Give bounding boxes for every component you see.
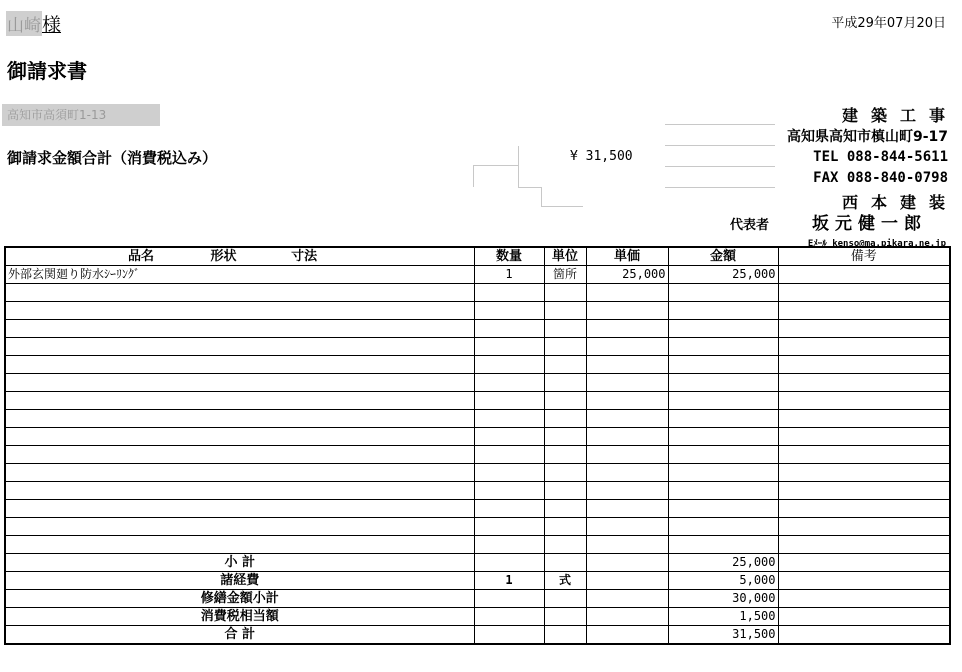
- table-row-empty: [5, 338, 950, 356]
- table-row-empty: [5, 500, 950, 518]
- seal-line: [665, 124, 775, 125]
- empty-cell: [474, 536, 544, 554]
- empty-cell: [778, 392, 950, 410]
- seal-line: [665, 187, 775, 188]
- seal-line: [473, 165, 474, 187]
- document-title: 御請求書: [7, 59, 87, 83]
- empty-cell: [668, 464, 778, 482]
- empty-cell: [474, 500, 544, 518]
- representative-name: 坂元健一郎: [812, 214, 927, 234]
- empty-cell: [474, 338, 544, 356]
- summary-amount: 30,000: [668, 590, 778, 608]
- empty-cell: [668, 500, 778, 518]
- empty-cell: [778, 374, 950, 392]
- empty-cell: [778, 320, 950, 338]
- summary-unit: 式: [544, 572, 586, 590]
- empty-cell: [5, 320, 474, 338]
- empty-cell: [474, 284, 544, 302]
- client-honorific: 様: [42, 14, 62, 36]
- empty-cell: [544, 536, 586, 554]
- summary-unit: [544, 626, 586, 645]
- empty-cell: [586, 518, 668, 536]
- summary-unit: [544, 554, 586, 572]
- empty-cell: [778, 338, 950, 356]
- empty-cell: [5, 500, 474, 518]
- table-row: [5, 266, 950, 284]
- empty-cell: [544, 410, 586, 428]
- company-fax: FAX 088-840-0798: [813, 170, 948, 186]
- cell-qty: 1: [474, 266, 544, 284]
- empty-cell: [586, 356, 668, 374]
- summary-label: 小 計: [5, 554, 474, 572]
- company-name-line2: 西本建装: [841, 193, 958, 212]
- empty-cell: [544, 338, 586, 356]
- summary-amount: 31,500: [668, 626, 778, 645]
- empty-cell: [5, 464, 474, 482]
- summary-label: 修繕金額小計: [5, 590, 474, 608]
- empty-cell: [5, 482, 474, 500]
- empty-cell: [544, 500, 586, 518]
- empty-cell: [5, 536, 474, 554]
- cell-unit: 箇所: [544, 266, 586, 284]
- empty-cell: [668, 518, 778, 536]
- empty-cell: [586, 392, 668, 410]
- empty-cell: [586, 374, 668, 392]
- seal-line: [518, 146, 519, 188]
- table-row-empty: [5, 302, 950, 320]
- seal-line: [541, 187, 542, 207]
- empty-cell: [668, 338, 778, 356]
- table-row-empty: [5, 392, 950, 410]
- seal-line: [541, 206, 583, 207]
- summary-amount: 25,000: [668, 554, 778, 572]
- empty-cell: [474, 482, 544, 500]
- summary-unit: [544, 590, 586, 608]
- header-item: [5, 247, 474, 266]
- summary-qty: 1: [474, 572, 544, 590]
- summary-note: [778, 608, 950, 626]
- empty-cell: [668, 356, 778, 374]
- table-header-row: [5, 247, 950, 266]
- empty-cell: [544, 302, 586, 320]
- empty-cell: [668, 428, 778, 446]
- summary-qty: [474, 626, 544, 645]
- empty-cell: [544, 482, 586, 500]
- empty-cell: [5, 518, 474, 536]
- summary-row-repair-subtotal: [5, 590, 950, 608]
- empty-cell: [474, 464, 544, 482]
- empty-cell: [668, 284, 778, 302]
- empty-cell: [778, 464, 950, 482]
- empty-cell: [668, 410, 778, 428]
- summary-label: 消費税相当額: [5, 608, 474, 626]
- empty-cell: [778, 518, 950, 536]
- empty-cell: [544, 464, 586, 482]
- summary-note: [778, 590, 950, 608]
- empty-cell: [778, 356, 950, 374]
- invoice-date: 平成29年07月20日: [831, 16, 946, 31]
- summary-qty: [474, 554, 544, 572]
- empty-cell: [586, 464, 668, 482]
- empty-cell: [778, 428, 950, 446]
- summary-row-tax: [5, 608, 950, 626]
- cell-amount: 25,000: [668, 266, 778, 284]
- summary-qty: [474, 608, 544, 626]
- table-row-empty: [5, 446, 950, 464]
- table-row-empty: [5, 356, 950, 374]
- summary-qty: [474, 590, 544, 608]
- empty-cell: [544, 320, 586, 338]
- table-row-empty: [5, 536, 950, 554]
- summary-amount: 5,000: [668, 572, 778, 590]
- empty-cell: [668, 392, 778, 410]
- empty-cell: [474, 302, 544, 320]
- empty-cell: [586, 284, 668, 302]
- seal-line: [473, 165, 519, 166]
- company-tel: TEL 088-844-5611: [813, 149, 948, 165]
- empty-cell: [474, 410, 544, 428]
- empty-cell: [474, 428, 544, 446]
- total-amount: ¥ 31,500: [570, 149, 633, 164]
- seal-line: [665, 166, 775, 167]
- seal-line: [665, 145, 775, 146]
- empty-cell: [474, 320, 544, 338]
- empty-cell: [544, 374, 586, 392]
- empty-cell: [5, 410, 474, 428]
- table-row-empty: [5, 374, 950, 392]
- empty-cell: [586, 482, 668, 500]
- header-item-name: 品名: [128, 249, 155, 264]
- summary-note: [778, 554, 950, 572]
- summary-price: [586, 626, 668, 645]
- empty-cell: [668, 482, 778, 500]
- header-price: 単価: [586, 247, 668, 266]
- total-label: 御請求金額合計（消費税込み）: [7, 149, 218, 167]
- empty-cell: [474, 392, 544, 410]
- header-qty: 数量: [474, 247, 544, 266]
- header-amount: 金額: [668, 247, 778, 266]
- seal-line: [518, 187, 542, 188]
- empty-cell: [668, 320, 778, 338]
- empty-cell: [5, 356, 474, 374]
- client-name-line: [6, 10, 61, 37]
- header-unit: 単位: [544, 247, 586, 266]
- empty-cell: [586, 320, 668, 338]
- empty-cell: [778, 284, 950, 302]
- summary-price: [586, 590, 668, 608]
- empty-cell: [778, 482, 950, 500]
- client-name: 山崎: [6, 11, 42, 36]
- header-size: 寸法: [291, 249, 318, 264]
- empty-cell: [668, 374, 778, 392]
- summary-label: 諸経費: [5, 572, 474, 590]
- empty-cell: [586, 428, 668, 446]
- summary-note: [778, 572, 950, 590]
- empty-cell: [586, 500, 668, 518]
- invoice-table-wrap: [4, 246, 949, 645]
- empty-cell: [778, 500, 950, 518]
- summary-price: [586, 572, 668, 590]
- empty-cell: [778, 410, 950, 428]
- empty-cell: [474, 518, 544, 536]
- empty-cell: [544, 428, 586, 446]
- table-row-empty: [5, 428, 950, 446]
- invoice-table: [4, 246, 951, 645]
- empty-cell: [5, 392, 474, 410]
- summary-row-grand-total: [5, 626, 950, 645]
- table-row-empty: [5, 518, 950, 536]
- empty-cell: [544, 392, 586, 410]
- empty-cell: [586, 410, 668, 428]
- empty-cell: [778, 536, 950, 554]
- table-row-empty: [5, 482, 950, 500]
- header-note: 備考: [778, 247, 950, 266]
- empty-cell: [544, 446, 586, 464]
- cell-item: 外部玄関廻り防水ｼｰﾘﾝｸﾞ: [5, 266, 474, 284]
- empty-cell: [5, 428, 474, 446]
- summary-amount: 1,500: [668, 608, 778, 626]
- empty-cell: [5, 374, 474, 392]
- empty-cell: [544, 284, 586, 302]
- company-address: 高知県高知市槙山町9-17: [786, 129, 948, 145]
- empty-cell: [668, 536, 778, 554]
- empty-cell: [778, 302, 950, 320]
- table-row-empty: [5, 410, 950, 428]
- empty-cell: [5, 284, 474, 302]
- empty-cell: [544, 356, 586, 374]
- empty-cell: [586, 446, 668, 464]
- summary-row-expenses: [5, 572, 950, 590]
- summary-price: [586, 554, 668, 572]
- summary-price: [586, 608, 668, 626]
- empty-cell: [474, 356, 544, 374]
- empty-cell: [544, 518, 586, 536]
- empty-cell: [586, 536, 668, 554]
- table-row-empty: [5, 284, 950, 302]
- empty-cell: [778, 446, 950, 464]
- empty-cell: [586, 302, 668, 320]
- empty-cell: [668, 302, 778, 320]
- summary-label: 合 計: [5, 626, 474, 645]
- summary-row-subtotal: [5, 554, 950, 572]
- client-address: 高知市高須町1-13: [2, 104, 160, 126]
- empty-cell: [586, 338, 668, 356]
- representative-label: 代表者: [730, 218, 770, 233]
- company-name-line1: 建築工事: [841, 106, 958, 125]
- empty-cell: [5, 302, 474, 320]
- summary-note: [778, 626, 950, 645]
- empty-cell: [5, 446, 474, 464]
- empty-cell: [474, 446, 544, 464]
- cell-price: 25,000: [586, 266, 668, 284]
- cell-note: [778, 266, 950, 284]
- table-row-empty: [5, 464, 950, 482]
- empty-cell: [668, 446, 778, 464]
- summary-unit: [544, 608, 586, 626]
- empty-cell: [474, 374, 544, 392]
- company-email: Eﾒｰﾙ kenso@ma.pikara.ne.jp: [807, 239, 946, 249]
- empty-cell: [5, 338, 474, 356]
- header-shape: 形状: [210, 249, 237, 264]
- table-row-empty: [5, 320, 950, 338]
